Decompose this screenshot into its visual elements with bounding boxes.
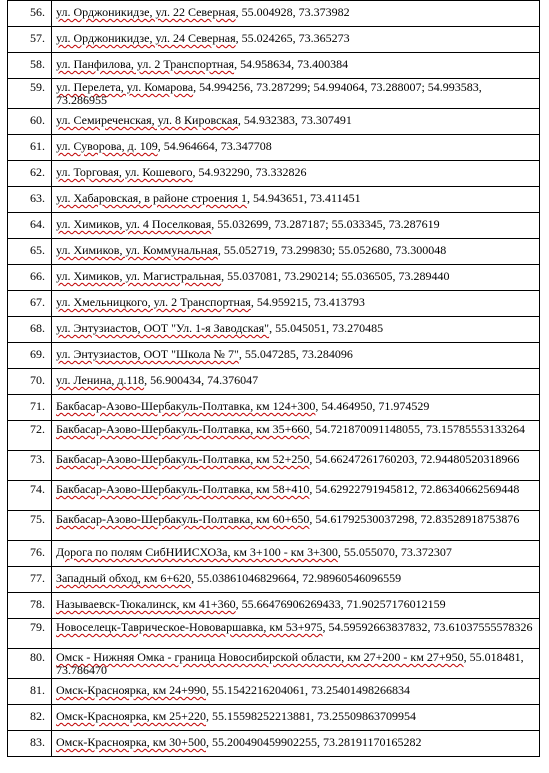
location-coordinates: , 54.721870091148055, 73.15785553133264 [309,422,525,436]
location-coordinates: , 54.932383, 73.307491 [237,113,352,127]
location-coordinates: , 55.004928, 73.373982 [235,5,350,19]
row-number-text: 73. [30,452,45,466]
location-cell [52,161,540,187]
row-number [8,451,52,481]
row-number-text: 63. [30,191,45,205]
row-number-text: 68. [30,321,45,335]
location-name: ул. Орджоникидзе, ул. 22 Северная [56,5,236,19]
location-text [56,109,535,127]
location-coordinates: , 54.66247261760203, 72.94480520318966 [309,452,520,466]
location-name: Бакбасар-Азово-Шербакуль-Полтавка, км 124+300 [56,399,316,413]
table-row [8,619,540,649]
location-name: Бакбасар-Азово-Шербакуль-Полтавка, км 60+650 [56,512,310,526]
row-number-text: 75. [30,512,45,526]
table-row [8,593,540,619]
location-cell [52,317,540,343]
location-name: ул. Химиков, ул. Коммунальная [56,243,218,257]
row-number-text: 83. [30,735,45,749]
table-row [8,705,540,731]
location-cell [52,135,540,161]
location-text [56,213,535,231]
row-number [8,541,52,567]
location-coordinates: , 55.15598252213881, 73.25509863709954 [205,709,416,723]
table-row [8,511,540,541]
row-number [8,679,52,705]
location-name: Бакбасар-Азово-Шербакуль-Полтавка, км 35+660 [56,422,310,436]
location-text [56,187,535,205]
location-cell [52,187,540,213]
location-coordinates: , 54.59592663837832, 73.61037555578326 [322,620,533,634]
row-number [8,731,52,757]
table-row [8,161,540,187]
location-text [56,481,535,496]
location-cell [52,481,540,511]
table-row [8,265,540,291]
row-number [8,481,52,511]
location-cell [52,109,540,135]
row-number-text: 59. [30,80,45,94]
row-number-text: 67. [30,295,45,309]
location-coordinates: , 54.959215, 73.413793 [250,295,365,309]
row-number [8,511,52,541]
location-name: ул. Суворова, д. 109 [56,139,158,153]
location-name: ул. Химиков, ул. Магистральная [56,269,222,283]
row-number [8,567,52,593]
table-row [8,187,540,213]
row-number-text: 77. [30,571,45,585]
location-coordinates: , 54.464950, 71.974529 [315,399,430,413]
row-number-text: 78. [30,597,45,611]
location-name: ул. Химиков, ул. 4 Поселковая [56,217,212,231]
location-name: Бакбасар-Азово-Шербакуль-Полтавка, км 58+410 [56,482,310,496]
location-name: Западный обход, км 6+620 [56,571,192,585]
row-number [8,593,52,619]
location-text [56,649,535,677]
location-table [7,0,540,757]
location-coordinates: , 54.964664, 73.347708 [157,139,272,153]
row-number [8,369,52,395]
location-coordinates: , 54.958634, 73.400384 [234,57,349,71]
location-text [56,53,535,71]
location-text [56,731,535,749]
location-name: ул. Торговая, ул. Кошевого [56,165,193,179]
location-cell [52,511,540,541]
location-cell [52,567,540,593]
row-number-text: 80. [30,650,45,664]
location-cell [52,649,540,679]
location-name: ул. Хмельницкого, ул. 2 Транспортная [56,295,251,309]
table-row [8,541,540,567]
row-number-text: 65. [30,243,45,257]
table-row [8,421,540,451]
table-row [8,451,540,481]
row-number-text: 72. [30,422,45,436]
location-text [56,79,535,107]
location-cell [52,679,540,705]
location-coordinates: , 55.047285, 73.284096 [238,347,353,361]
location-name: ул. Семиреченская, ул. 8 Кировская [56,113,238,127]
row-number [8,161,52,187]
table-row [8,291,540,317]
table-row [8,567,540,593]
location-text [56,451,535,466]
location-cell [52,395,540,421]
row-number [8,343,52,369]
row-number [8,317,52,343]
location-text [56,567,535,585]
location-name: Омск-Красноярка, км 24+990 [56,683,206,697]
location-text [56,1,535,19]
row-number [8,135,52,161]
location-coordinates: , 55.032699, 73.287187; 55.033345, 73.287619 [211,217,440,231]
location-cell [52,731,540,757]
table-row [8,1,540,27]
location-text [56,421,535,436]
location-coordinates: , 55.055070, 73.372307 [337,545,452,559]
table-row [8,53,540,79]
location-text [56,239,535,257]
location-text [56,395,535,413]
location-name: ул. Энтузиастов, ООТ "Школа № 7" [56,347,239,361]
location-cell [52,239,540,265]
location-cell [52,541,540,567]
row-number-text: 61. [30,139,45,153]
location-coordinates: , 54.61792530037298, 72.83528918753876 [309,512,520,526]
location-cell [52,213,540,239]
location-coordinates: , 54.932290, 73.332826 [192,165,307,179]
table-row [8,239,540,265]
location-cell [52,53,540,79]
row-number [8,239,52,265]
row-number [8,395,52,421]
row-number-text: 79. [30,620,45,634]
row-number [8,619,52,649]
table-row [8,109,540,135]
table-row [8,369,540,395]
location-coordinates: , 55.037081, 73.290214; 55.036505, 73.289440 [221,269,450,283]
location-text [56,317,535,335]
table-row [8,317,540,343]
location-name: ул. Панфилова, ул. 2 Транспортная [56,57,235,71]
table-row [8,27,540,53]
location-text [56,135,535,153]
location-text [56,593,535,611]
location-cell [52,619,540,649]
location-name: Омск - Нижняя Омка - граница Новосибирской области, км 27+200 - км 27+950 [56,650,464,664]
location-text [56,541,535,559]
row-number-text: 74. [30,482,45,496]
row-number [8,53,52,79]
location-coordinates: , 55.045051, 73.270485 [269,321,384,335]
row-number [8,265,52,291]
row-number-text: 57. [30,31,45,45]
location-coordinates: , 55.1542216204061, 73.25401498266834 [205,683,410,697]
location-name: ул. Перелета, ул. Комарова [56,80,194,94]
location-cell [52,593,540,619]
table-row [8,679,540,705]
location-coordinates: , 55.052719, 73.299830; 55.052680, 73.300048 [217,243,447,257]
table-row [8,79,540,109]
location-coordinates: , 55.200490459902255, 73.28191170165282 [205,735,422,749]
location-name: Омск-Красноярка, км 30+500 [56,735,206,749]
row-number-text: 82. [30,709,45,723]
location-name: ул. Хабаровская, в районе строения 1 [56,191,248,205]
row-number-text: 81. [30,683,45,697]
location-text [56,511,535,526]
table-row [8,135,540,161]
location-cell [52,291,540,317]
location-table-body [8,1,540,757]
location-text [56,619,535,634]
location-coordinates: , 55.018481, 73.786470 [56,650,524,677]
table-row [8,213,540,239]
row-number [8,109,52,135]
location-text [56,291,535,309]
location-cell [52,421,540,451]
row-number [8,649,52,679]
location-text [56,679,535,697]
row-number-text: 69. [30,347,45,361]
row-number-text: 71. [30,399,45,413]
row-number-text: 76. [30,545,45,559]
table-row [8,731,540,757]
row-number [8,291,52,317]
location-cell [52,451,540,481]
location-text [56,161,535,179]
row-number-text: 60. [30,113,45,127]
location-name: Бакбасар-Азово-Шербакуль-Полтавка, км 52+250 [56,452,310,466]
table-row [8,395,540,421]
location-name: Называевск-Тюкалинск, км 41+360 [56,597,236,611]
row-number-text: 64. [30,217,45,231]
location-name: ул. Энтузиастов, ООТ "Ул. 1-я Заводская" [56,321,270,335]
location-name: ул. Ленина, д.118 [56,373,145,387]
row-number [8,79,52,109]
location-cell [52,343,540,369]
table-row [8,481,540,511]
row-number-text: 62. [30,165,45,179]
location-coordinates: , 54.943651, 73.411451 [247,191,361,205]
location-name: Дорога по полям СибНИИСХОЗа, км 3+100 - км 3+300 [56,545,338,559]
row-number [8,213,52,239]
location-name: Новоселецк-Таврическое-Нововаршавка, км 53+975 [56,620,323,634]
location-coordinates: , 56.900434, 74.376047 [144,373,259,387]
row-number [8,1,52,27]
location-name: Омск-Красноярка, км 25+220 [56,709,206,723]
row-number-text: 66. [30,269,45,283]
location-cell [52,27,540,53]
location-cell [52,79,540,109]
location-cell [52,1,540,27]
location-text [56,369,535,387]
row-number-text: 70. [30,373,45,387]
table-row [8,343,540,369]
location-cell [52,369,540,395]
location-coordinates: , 55.024265, 73.365273 [235,31,350,45]
location-coordinates: , 54.994256, 73.287299; 54.994064, 73.288007; 54.993583, 73.286955 [56,80,482,107]
location-coordinates: , 55.03861046829664, 72.98960546096559 [191,571,402,585]
row-number [8,187,52,213]
row-number-text: 58. [30,57,45,71]
row-number [8,421,52,451]
location-name: ул. Орджоникидзе, ул. 24 Северная [56,31,236,45]
location-text [56,343,535,361]
row-number [8,705,52,731]
location-coordinates: , 55.66476906269433, 71.90257176012159 [235,597,446,611]
location-coordinates: , 54.62922791945812, 72.86340662569448 [309,482,520,496]
location-cell [52,265,540,291]
location-text [56,265,535,283]
location-text [56,27,535,45]
table-row [8,649,540,679]
row-number-text: 56. [30,5,45,19]
location-cell [52,705,540,731]
row-number [8,27,52,53]
location-text [56,705,535,723]
